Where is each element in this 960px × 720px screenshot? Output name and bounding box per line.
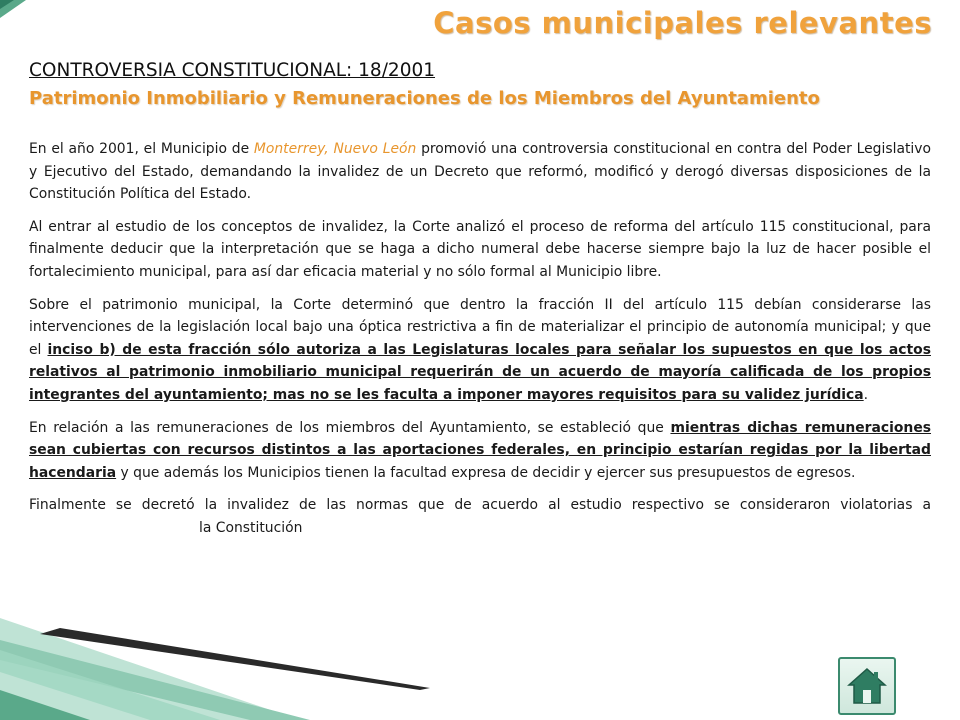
paragraph-3-text-b: . [863,386,869,403]
paragraph-5-text-b: la Constitución [199,519,303,536]
home-icon [845,664,889,708]
paragraph-1-text-a: En el año 2001, el Municipio de [29,141,254,157]
paragraph-4-underline: mientras dichas remuneraciones sean cubiertas con recursos distintos a las aportaciones federales, en principio estarían regidas por la libertad hacendaria [29,419,932,481]
paragraph-3-text-a: Sobre el patrimonio municipal, la Corte determinó que dentro la fracción II del artículo 115 debían considerarse las intervenciones de la legislación local bajo una óptica restrictiva a fin de materializar el principio de autonomía municipal; y que el [29,296,931,358]
case-heading: CONTROVERSIA CONSTITUCIONAL: 18/2001 [29,60,436,81]
paragraph-3 [29,294,931,407]
home-button[interactable] [838,657,896,715]
case-subheading: Patrimonio Inmobiliario y Remuneraciones de los Miembros del Ayuntamiento [29,88,820,109]
paragraph-1-highlight: Monterrey, Nuevo León [253,141,417,157]
page-title: Casos municipales relevantes [433,6,932,40]
body-text [29,138,931,550]
paragraph-3-underline: inciso b) de esta fracción sólo autoriza a las Legislaturas locales para señalar los supuestos en que los actos relativos al patrimonio inmobiliario municipal requerirán de un acuerdo de mayoría calificada de los propios integrantes del ayuntamiento; mas no se les faculta a imponer mayores requisitos para su validez jurídica [29,341,931,403]
paragraph-5 [29,494,931,539]
paragraph-4-text-b: y que además los Municipios tienen la facultad expresa de decidir y ejercer sus presupuestos de egresos. [116,464,856,481]
paragraph-2: Al entrar al estudio de los conceptos de invalidez, la Corte analizó el proceso de reforma del artículo 115 constitucional, para finalmente deducir que la interpretación que se haga a dicho numeral debe hacerse siempre bajo la luz de hacer posible el fortalecimiento municipal, para así dar eficacia material y no sólo formal al Municipio libre. [29,218,931,280]
paragraph-5-text-a: Finalmente se decretó la invalidez de las normas que de acuerdo al estudio respectivo se consideraron violatorias a [29,497,931,514]
paragraph-4-text-a: En relación a las remuneraciones de los miembros del Ayuntamiento, se estableció que [29,419,671,436]
paragraph-1-text-b: promovió una controversia constitucional en contra del Poder Legislativo y Ejecutivo del Estado, demandando la invalidez de un Decreto que reformó, modificó y derogó diversas disposiciones de la Constitución Política del Estado. [29,141,931,203]
paragraph-1 [29,138,931,206]
paragraph-4 [29,417,931,485]
